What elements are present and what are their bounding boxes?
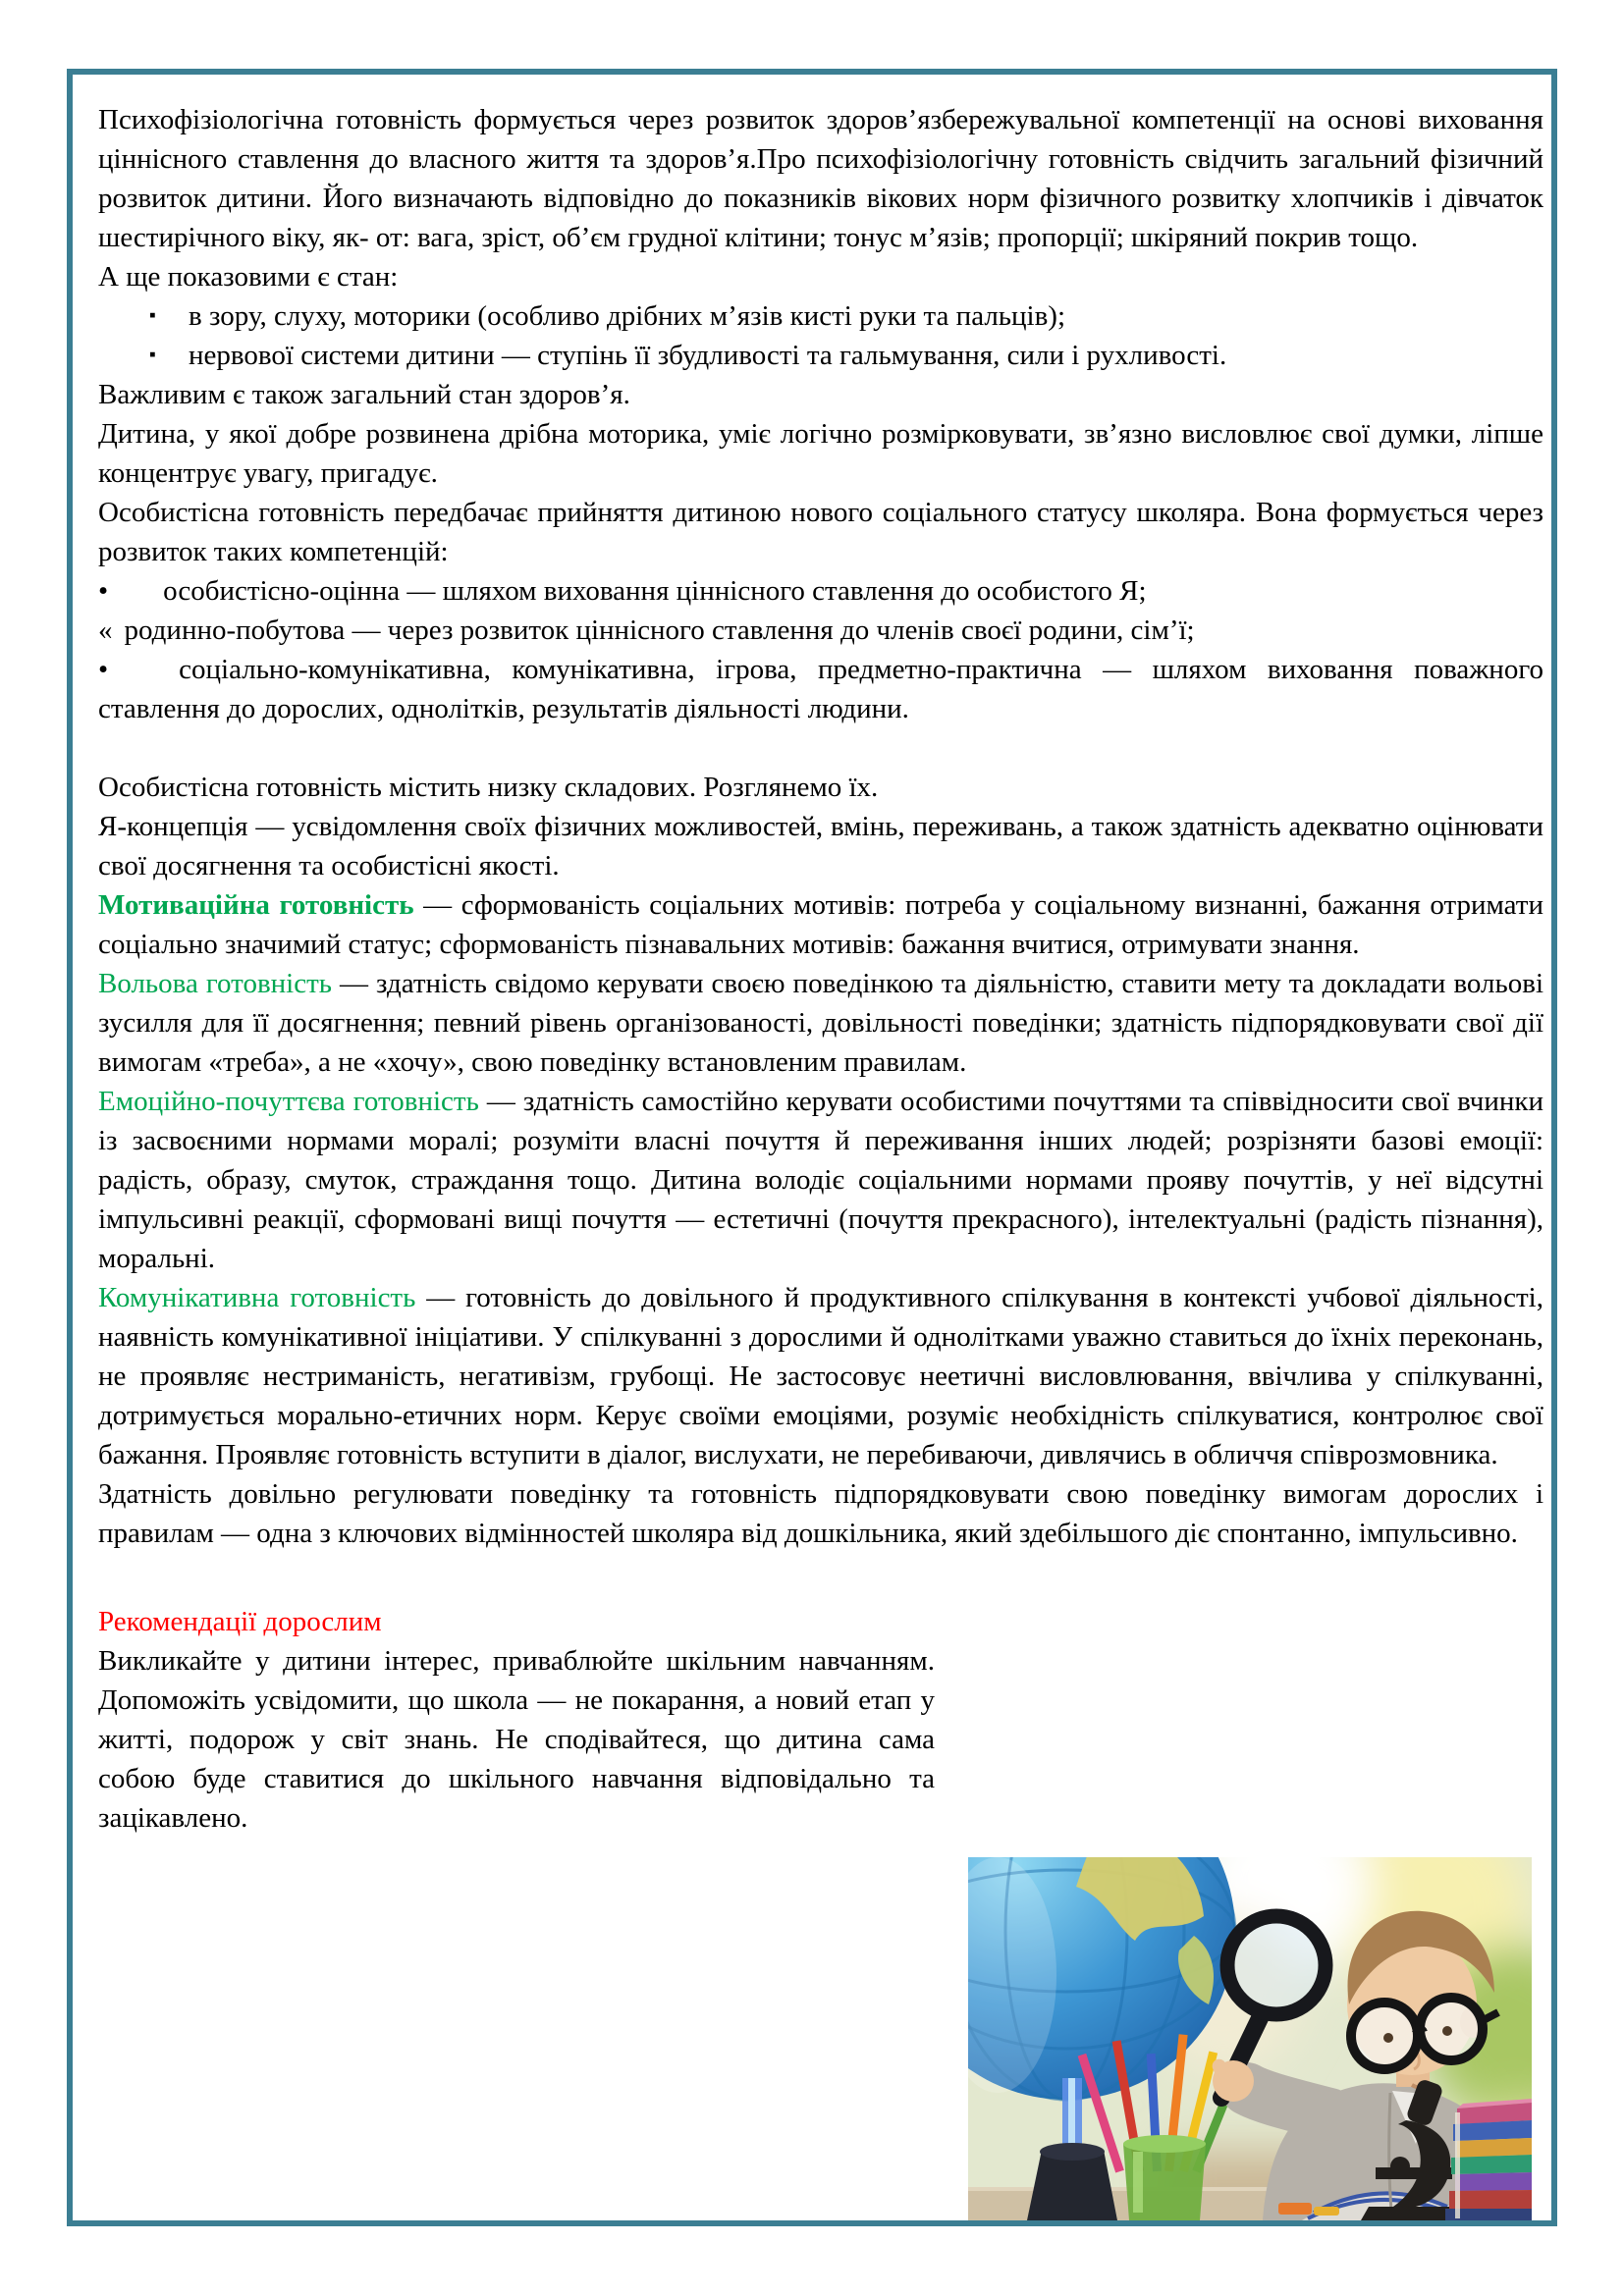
paragraph-emotional-readiness bbox=[98, 1082, 1543, 1278]
competency-text: соціально-комунікативна, комунікативна, ігрова, предметно-практична — шляхом виховання поважного ставлення до дорослих, однолітків, результатів діяльності людини. bbox=[98, 654, 1543, 724]
paragraph-motivational-readiness bbox=[98, 885, 1543, 964]
competency-item bbox=[98, 611, 1543, 650]
competency-item bbox=[98, 650, 1543, 728]
paragraph-regulation: Здатність довільно регулювати поведінку та готовність підпорядковувати свою поведінку вимогам дорослих і правилам — одна з ключових відмінностей школяра від дошкільника, який здебільшого діє спонтанно, імпульсивно. bbox=[98, 1478, 1543, 1549]
term-communicative: Комунікативна готовність bbox=[98, 1282, 416, 1313]
list-item bbox=[98, 296, 1543, 336]
paragraph-indicators-lead: А ще показовими є стан: bbox=[98, 261, 399, 293]
list-item bbox=[98, 336, 1543, 375]
term-motivational: Мотиваційна готовність bbox=[98, 889, 414, 921]
term-volitional: Вольова готовність bbox=[98, 968, 332, 999]
paragraph-components: Особистісна готовність містить низку складових. Розглянемо їх. bbox=[98, 772, 879, 803]
blank-line bbox=[98, 1553, 1543, 1602]
books-illustration bbox=[1445, 2099, 1532, 2220]
photo-child-with-globe bbox=[968, 1857, 1532, 2220]
paragraph-communicative-readiness bbox=[98, 1278, 1543, 1474]
paragraph-recommendations: Викликайте у дитини інтерес, приваблюйте шкільним навчанням. Допоможіть усвідомити, що школа — не покарання, а новий етап у житті, подорож у світ знань. Не сподівайтеся, що дитина сама собою буде ставитися до шкільного навчання відповідально та зацікавлено. bbox=[98, 1645, 935, 1834]
guillemet-marker: « bbox=[98, 614, 113, 646]
term-definition: — здатність свідомо керувати своєю поведінкою та діяльністю, ставити мету та докладати вольові зусилля для її досягнення; певний рівень організованості, довільності поведінки; здатність підпорядковувати свої дії вимогам «треба», а не «хочу», свою поведінку встановленим правилам. bbox=[98, 968, 1543, 1078]
term-definition: — готовність до довільного й продуктивного спілкування в контексті учбової діяльності, наявність комунікативної ініціативи. У спілкуванні з дорослими й однолітками уважно ставиться до їхніх переконань, не проявляє нестриманість, негативізм, грубощі. Не застосовує неетичні висловлювання, ввічлива у спілкуванні, дотримується морально-етичних норм. Керує своїми емоціями, розуміє необхідність спілкуватися, контролює свої бажання. Проявляє готовність вступити в діалог, вислухати, не перебиваючи, дивлячись в обличчя співрозмовника. bbox=[98, 1282, 1543, 1470]
term-definition: — сформованість соціальних мотивів: потреба у соціальному визнанні, бажання отримати соціально значимий статус; сформованість пізнавальних мотивів: бажання вчитися, отримувати знання. bbox=[98, 889, 1543, 960]
bullet-icon: • bbox=[98, 654, 109, 685]
term-emotional: Емоційно-почуттєва готовність bbox=[98, 1086, 479, 1117]
competency-item bbox=[98, 571, 1543, 611]
paragraph-self-concept: Я-концепція — усвідомлення своїх фізичних можливостей, вмінь, переживань, а також здатність адекватно оцінювати свої досягнення та особистісні якості. bbox=[98, 811, 1543, 881]
square-bullet-icon: ▪ bbox=[149, 305, 156, 326]
recommendations-section bbox=[98, 1602, 935, 1838]
competency-text: особистісно-оцінна — шляхом виховання ціннісного ставлення до особистого Я; bbox=[163, 575, 1147, 607]
square-bullet-icon: ▪ bbox=[149, 345, 156, 365]
bullet-icon: • bbox=[98, 575, 109, 607]
competency-text: родинно-побутова — через розвиток ціннісного ставлення до членів своєї родини, сім’ї; bbox=[124, 614, 1195, 646]
paragraph-psychophysiological: Психофізіологічна готовність формується через розвиток здоров’язбережувальної компетенції на основі виховання ціннісного ставлення до власного життя та здоров’я.Про психофізіологічну готовність свідчить загальний фізичний розвиток дитини. Його визначають відповідно до показників вікових норм фізичного розвитку хлопчиків і дівчаток шестирічного віку, як- от: вага, зріст, об’єм грудної клітини; тонус м’язів; пропорції; шкіряний покрив тощо. bbox=[98, 104, 1543, 253]
term-definition: — здатність самостійно керувати особистими почуттями та співвідносити свої вчинки із засвоєними нормами моралі; розуміти власні почуття й переживання інших людей; розрізняти базові емоції: радість, образу, смуток, страждання тощо. Дитина володіє соціальними нормами прояву почуттів, у неї відсутні імпульсивні реакції, сформовані вищі почуття — естетичні (почуття прекрасного), інтелектуальні (радість пізнання), моральні. bbox=[98, 1086, 1543, 1274]
paragraph-personal-readiness: Особистісна готовність передбачає прийняття дитиною нового соціального статусу школяра. Вона формується через розвиток таких компетенцій: bbox=[98, 497, 1543, 567]
list-item-text: нервової системи дитини — ступінь її збудливості та гальмування, сили і рухливості. bbox=[189, 340, 1227, 371]
list-item-text: в зору, слуху, моторики (особливо дрібних м’язів кисті руки та пальців); bbox=[189, 300, 1066, 332]
paragraph-motor: Дитина, у якої добре розвинена дрібна моторика, уміє логічно розмірковувати, зв’язно висловлює свої думки, ліпше концентрує увагу, пригадує. bbox=[98, 418, 1543, 489]
paragraph-volitional-readiness bbox=[98, 964, 1543, 1082]
recommendations-heading: Рекомендації дорослим bbox=[98, 1606, 382, 1637]
blank-line bbox=[98, 728, 1543, 768]
paragraph-health: Важливим є також загальний стан здоров’я. bbox=[98, 379, 630, 410]
